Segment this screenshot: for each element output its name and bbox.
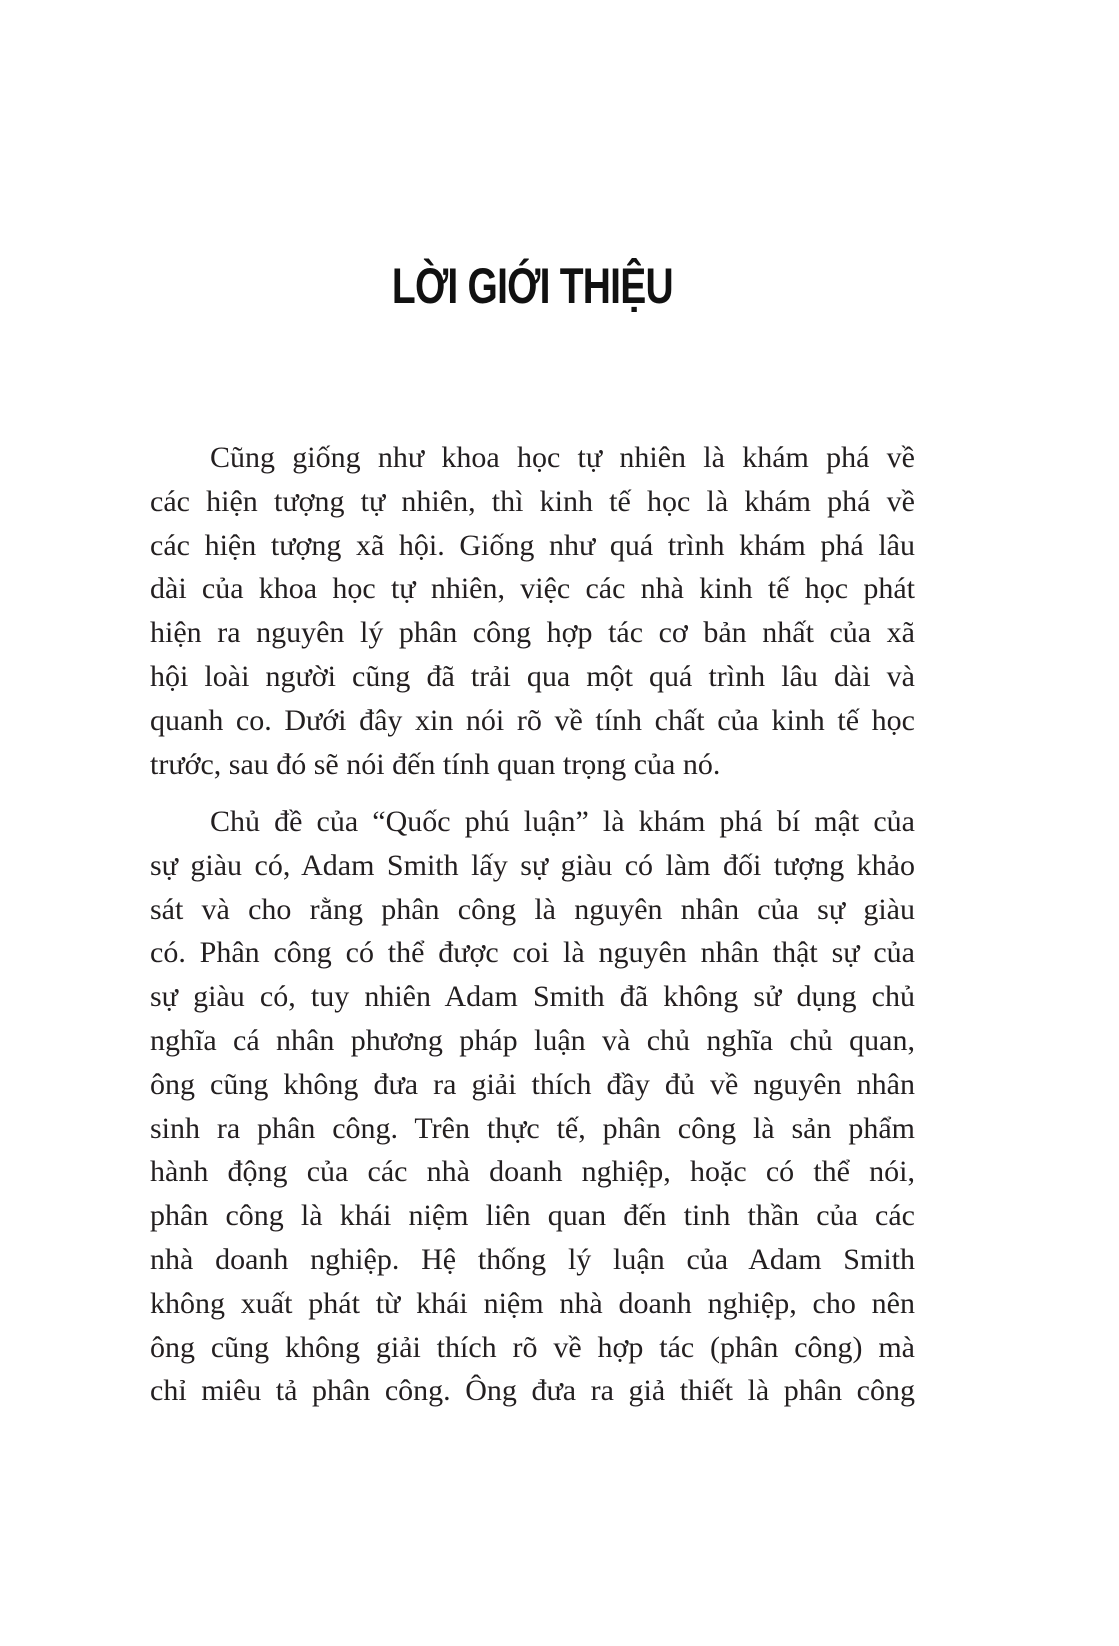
text-line: trước, sau đó sẽ nói đến tính quan trọng của nó. (150, 747, 721, 781)
text-line: Cũng giống như khoa học tự nhiên là khám phá về (210, 441, 915, 474)
text-line: hành động của các nhà doanh nghiệp, hoặc có thể nói, (150, 1155, 915, 1189)
text-line: ông cũng không đưa ra giải thích đầy đủ về nguyên nhân (150, 1067, 915, 1101)
paragraph-2 (150, 800, 915, 1413)
text-line: có. Phân công có thể được coi là nguyên nhân thật sự của (150, 936, 915, 970)
text-line: Chủ đề của “Quốc phú luận” là khám phá bí mật của (210, 805, 915, 838)
text-line: hiện ra nguyên lý phân công hợp tác cơ bản nhất của xã (150, 616, 915, 650)
text-line: các hiện tượng tự nhiên, thì kinh tế học là khám phá về (150, 484, 915, 518)
text-line: quanh co. Dưới đây xin nói rõ về tính chất của kinh tế học (150, 703, 915, 737)
text-line: sự giàu có, Adam Smith lấy sự giàu có làm đối tượng khảo (150, 848, 915, 882)
text-line: phân công là khái niệm liên quan đến tinh thần của các (150, 1199, 915, 1233)
paragraph-1 (150, 436, 915, 786)
text-line: ông cũng không giải thích rõ về hợp tác (phân công) mà (150, 1330, 915, 1364)
text-line: sinh ra phân công. Trên thực tế, phân công là sản phẩm (150, 1111, 915, 1145)
text-line: sát và cho rằng phân công là nguyên nhân của sự giàu (150, 892, 915, 926)
chapter-title: LỜI GIỚI THIỆU (391, 258, 673, 314)
text-line: nhà doanh nghiệp. Hệ thống lý luận của Adam Smith (150, 1242, 915, 1276)
text-line: nghĩa cá nhân phương pháp luận và chủ nghĩa chủ quan, (150, 1023, 915, 1057)
text-line: hội loài người cũng đã trải qua một quá trình lâu dài và (150, 659, 915, 693)
text-line: chỉ miêu tả phân công. Ông đưa ra giả thiết là phân công (150, 1374, 915, 1408)
text-line: không xuất phát từ khái niệm nhà doanh nghiệp, cho nên (150, 1286, 915, 1320)
text-line: sự giàu có, tuy nhiên Adam Smith đã không sử dụng chủ (150, 980, 915, 1014)
text-line: dài của khoa học tự nhiên, việc các nhà kinh tế học phát (150, 572, 915, 606)
text-line: các hiện tượng xã hội. Giống như quá trình khám phá lâu (150, 528, 915, 562)
